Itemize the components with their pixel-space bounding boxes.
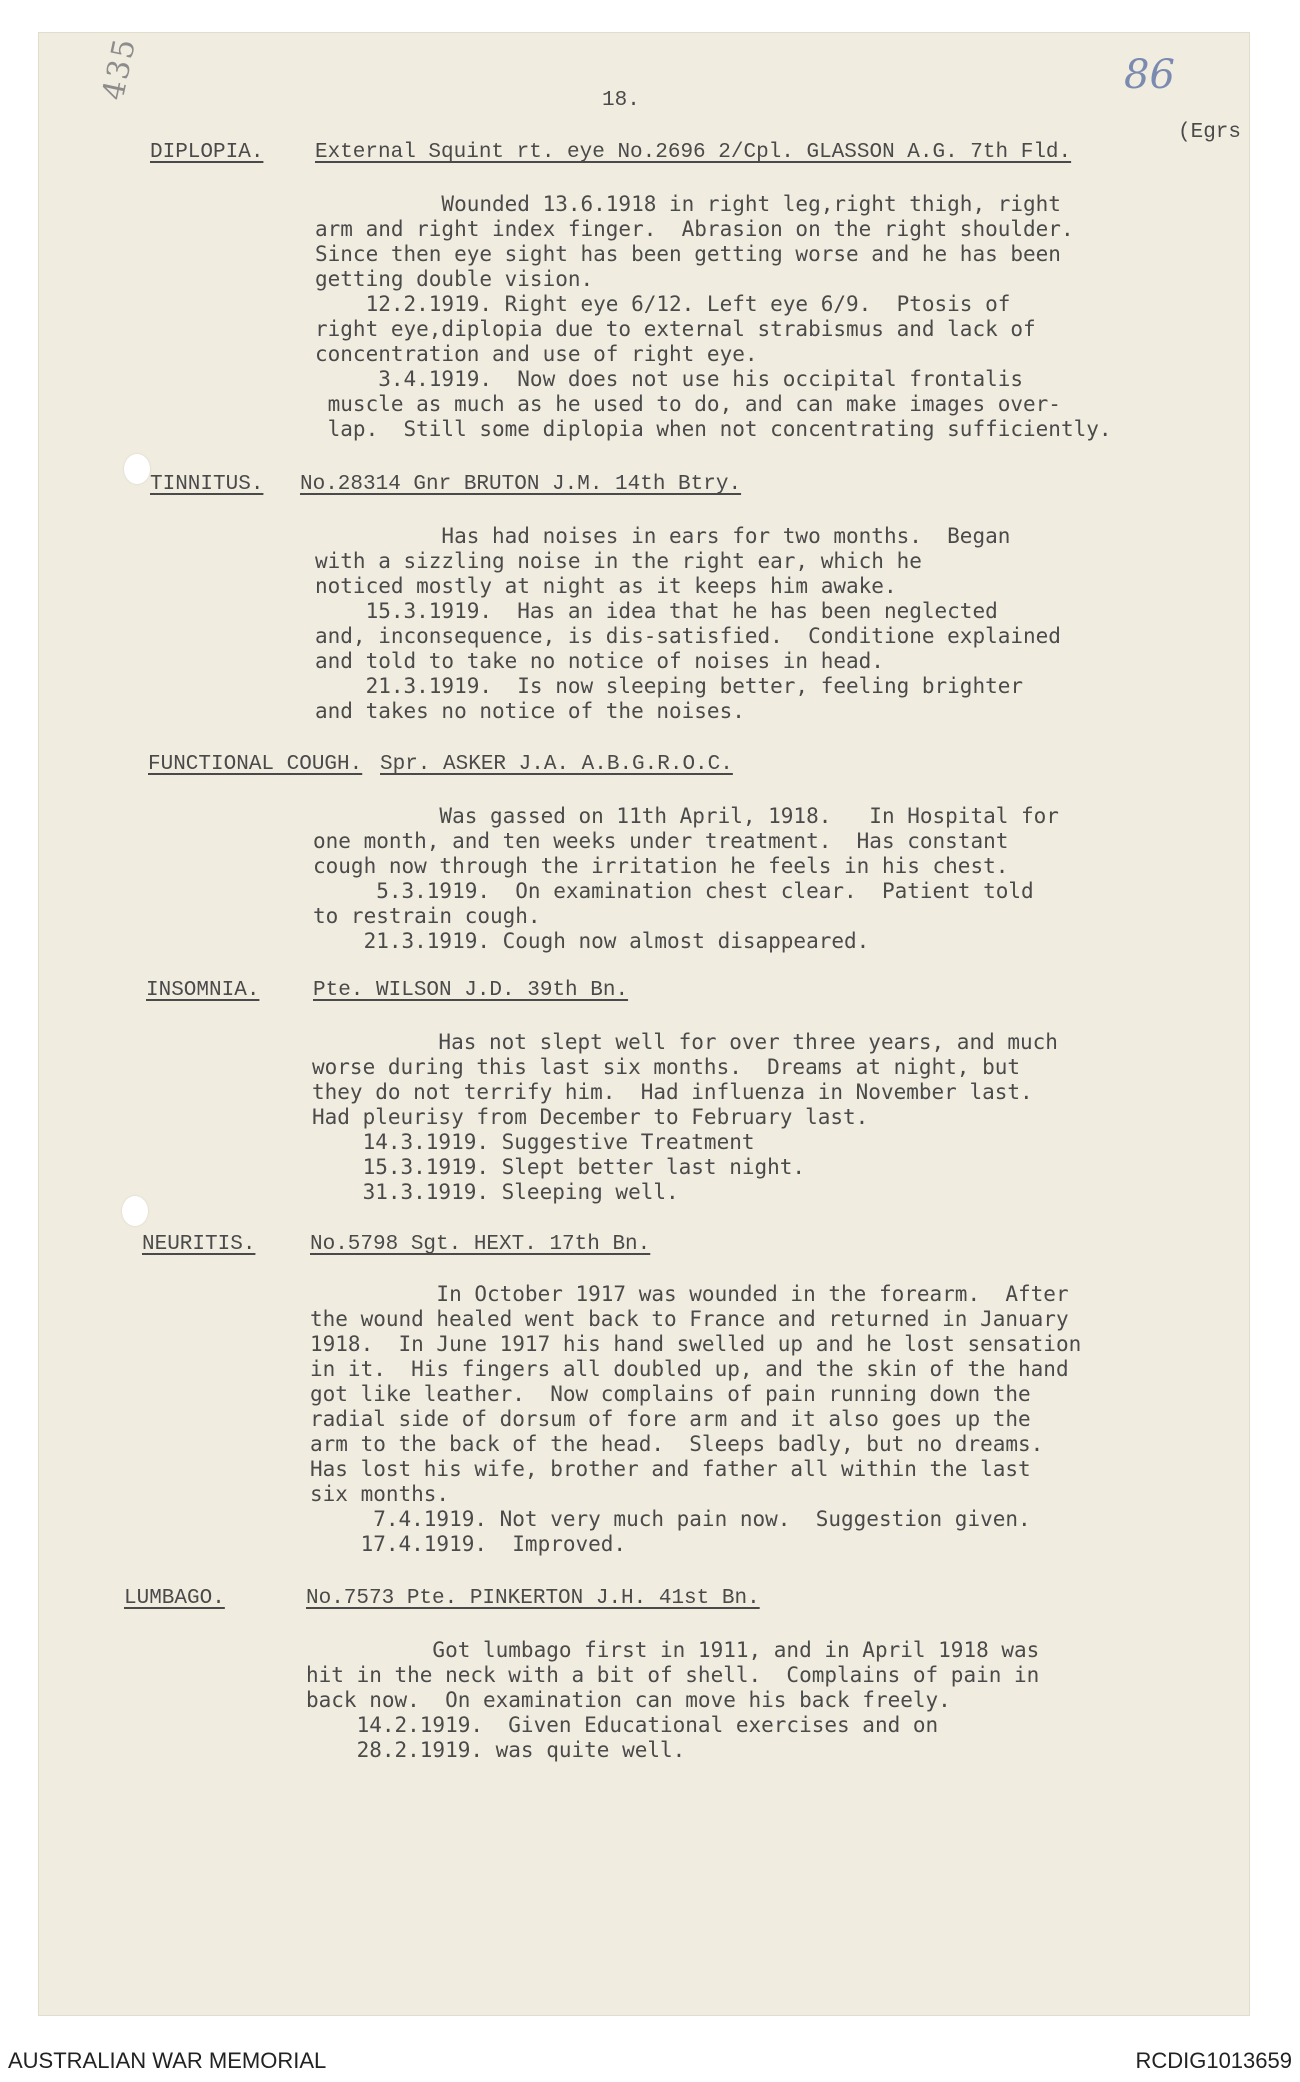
case-heading: External Squint rt. eye No.2696 2/Cpl. GLASSON A.G. 7th Fld.: [315, 141, 1072, 164]
case-line: 21.3.1919. Cough now almost disappeared.: [313, 929, 870, 953]
case-line: back now. On examination can move his back freely.: [306, 1688, 951, 1712]
punch-hole: [122, 1196, 148, 1226]
case-line: they do not terrify him. Had influenza in November last.: [312, 1080, 1033, 1104]
case-line: lap. Still some diplopia when not concentrating sufficiently.: [315, 417, 1112, 441]
case-heading: No.28314 Gnr BRUTON J.M. 14th Btry.: [300, 473, 742, 496]
case-line: 12.2.1919. Right eye 6/12. Left eye 6/9. Ptosis of: [315, 292, 1011, 316]
case-line: 7.4.1919. Not very much pain now. Suggestion given.: [310, 1507, 1031, 1531]
case-heading: No.7573 Pte. PINKERTON J.H. 41st Bn.: [306, 1587, 760, 1610]
case-line: 3.4.1919. Now does not use his occipital frontalis: [315, 367, 1024, 391]
case-line: 5.3.1919. On examination chest clear. Patient told: [313, 879, 1034, 903]
case-line: six months.: [310, 1482, 450, 1506]
case-line: 14.3.1919. Suggestive Treatment: [312, 1130, 755, 1154]
case-line: got like leather. Now complains of pain running down the: [310, 1382, 1031, 1406]
case-notes: [312, 1030, 1058, 1205]
case-line: in it. His fingers all doubled up, and the skin of the hand: [310, 1357, 1069, 1381]
case-line: and, inconsequence, is dis-satisfied. Conditione explained: [315, 624, 1061, 648]
page-number: 18.: [602, 89, 640, 112]
case-notes: [306, 1638, 1039, 1763]
corner-note: (Egrs: [1178, 121, 1242, 144]
case-line: arm and right index finger. Abrasion on the right shoulder.: [315, 217, 1074, 241]
case-label: INSOMNIA.: [146, 979, 260, 1002]
case-label: TINNITUS.: [150, 473, 264, 496]
case-line: arm to the back of the head. Sleeps badly, but no dreams.: [310, 1432, 1044, 1456]
case-heading: No.5798 Sgt. HEXT. 17th Bn.: [310, 1233, 651, 1256]
case-line: cough now through the irritation he feels in his chest.: [313, 854, 1009, 878]
folio-number-pen: 86: [1124, 52, 1175, 98]
case-line: Wounded 13.6.1918 in right leg,right thigh, right: [315, 192, 1061, 216]
case-notes: [313, 804, 1059, 954]
case-line: Has not slept well for over three years, and much: [312, 1030, 1058, 1054]
case-notes: [315, 524, 1061, 724]
case-line: hit in the neck with a bit of shell. Complains of pain in: [306, 1663, 1040, 1687]
case-line: 31.3.1919. Sleeping well.: [312, 1180, 679, 1204]
case-heading: Spr. ASKER J.A. A.B.G.R.O.C.: [380, 753, 733, 776]
case-line: one month, and ten weeks under treatment. Has constant: [313, 829, 1009, 853]
case-line: Had pleurisy from December to February last.: [312, 1105, 869, 1129]
case-line: worse during this last six months. Dreams at night, but: [312, 1055, 1021, 1079]
case-label: DIPLOPIA.: [150, 141, 264, 164]
case-line: getting double vision.: [315, 267, 594, 291]
case-line: with a sizzling noise in the right ear, which he: [315, 549, 922, 573]
case-line: Was gassed on 11th April, 1918. In Hospital for: [313, 804, 1059, 828]
footer-record-id: RCDIG1013659: [1135, 2048, 1292, 2073]
case-label: LUMBAGO.: [124, 1587, 225, 1610]
footer-archive-name: AUSTRALIAN WAR MEMORIAL: [8, 2048, 327, 2073]
case-line: Has lost his wife, brother and father all within the last: [310, 1457, 1031, 1481]
case-notes: [315, 192, 1112, 442]
case-notes: [310, 1282, 1081, 1557]
case-line: radial side of dorsum of fore arm and it also goes up the: [310, 1407, 1031, 1431]
case-line: 21.3.1919. Is now sleeping better, feeling brighter: [315, 674, 1024, 698]
case-line: 15.3.1919. Has an idea that he has been neglected: [315, 599, 998, 623]
case-line: and takes no notice of the noises.: [315, 699, 745, 723]
case-label: NEURITIS.: [142, 1233, 256, 1256]
case-line: and told to take no notice of noises in head.: [315, 649, 884, 673]
case-line: 28.2.1919. was quite well.: [306, 1738, 686, 1762]
case-label: FUNCTIONAL COUGH.: [148, 753, 363, 776]
case-heading: Pte. WILSON J.D. 39th Bn.: [313, 979, 629, 1002]
case-line: to restrain cough.: [313, 904, 541, 928]
case-line: 14.2.1919. Given Educational exercises and on: [306, 1713, 939, 1737]
case-line: the wound healed went back to France and returned in January: [310, 1307, 1069, 1331]
punch-hole: [124, 454, 150, 484]
case-line: Has had noises in ears for two months. Began: [315, 524, 1011, 548]
case-line: Got lumbago first in 1911, and in April 1918 was: [306, 1638, 1040, 1662]
case-line: noticed mostly at night as it keeps him awake.: [315, 574, 897, 598]
case-line: concentration and use of right eye.: [315, 342, 758, 366]
case-line: In October 1917 was wounded in the forearm. After: [310, 1282, 1069, 1306]
case-line: muscle as much as he used to do, and can make images over-: [315, 392, 1061, 416]
case-line: 1918. In June 1917 his hand swelled up and he lost sensation: [310, 1332, 1082, 1356]
case-line: 15.3.1919. Slept better last night.: [312, 1155, 806, 1179]
case-line: 17.4.1919. Improved.: [310, 1532, 627, 1556]
case-line: Since then eye sight has been getting worse and he has been: [315, 242, 1061, 266]
folio-number-pencil: 435: [96, 34, 144, 104]
case-line: right eye,diplopia due to external strabismus and lack of: [315, 317, 1036, 341]
